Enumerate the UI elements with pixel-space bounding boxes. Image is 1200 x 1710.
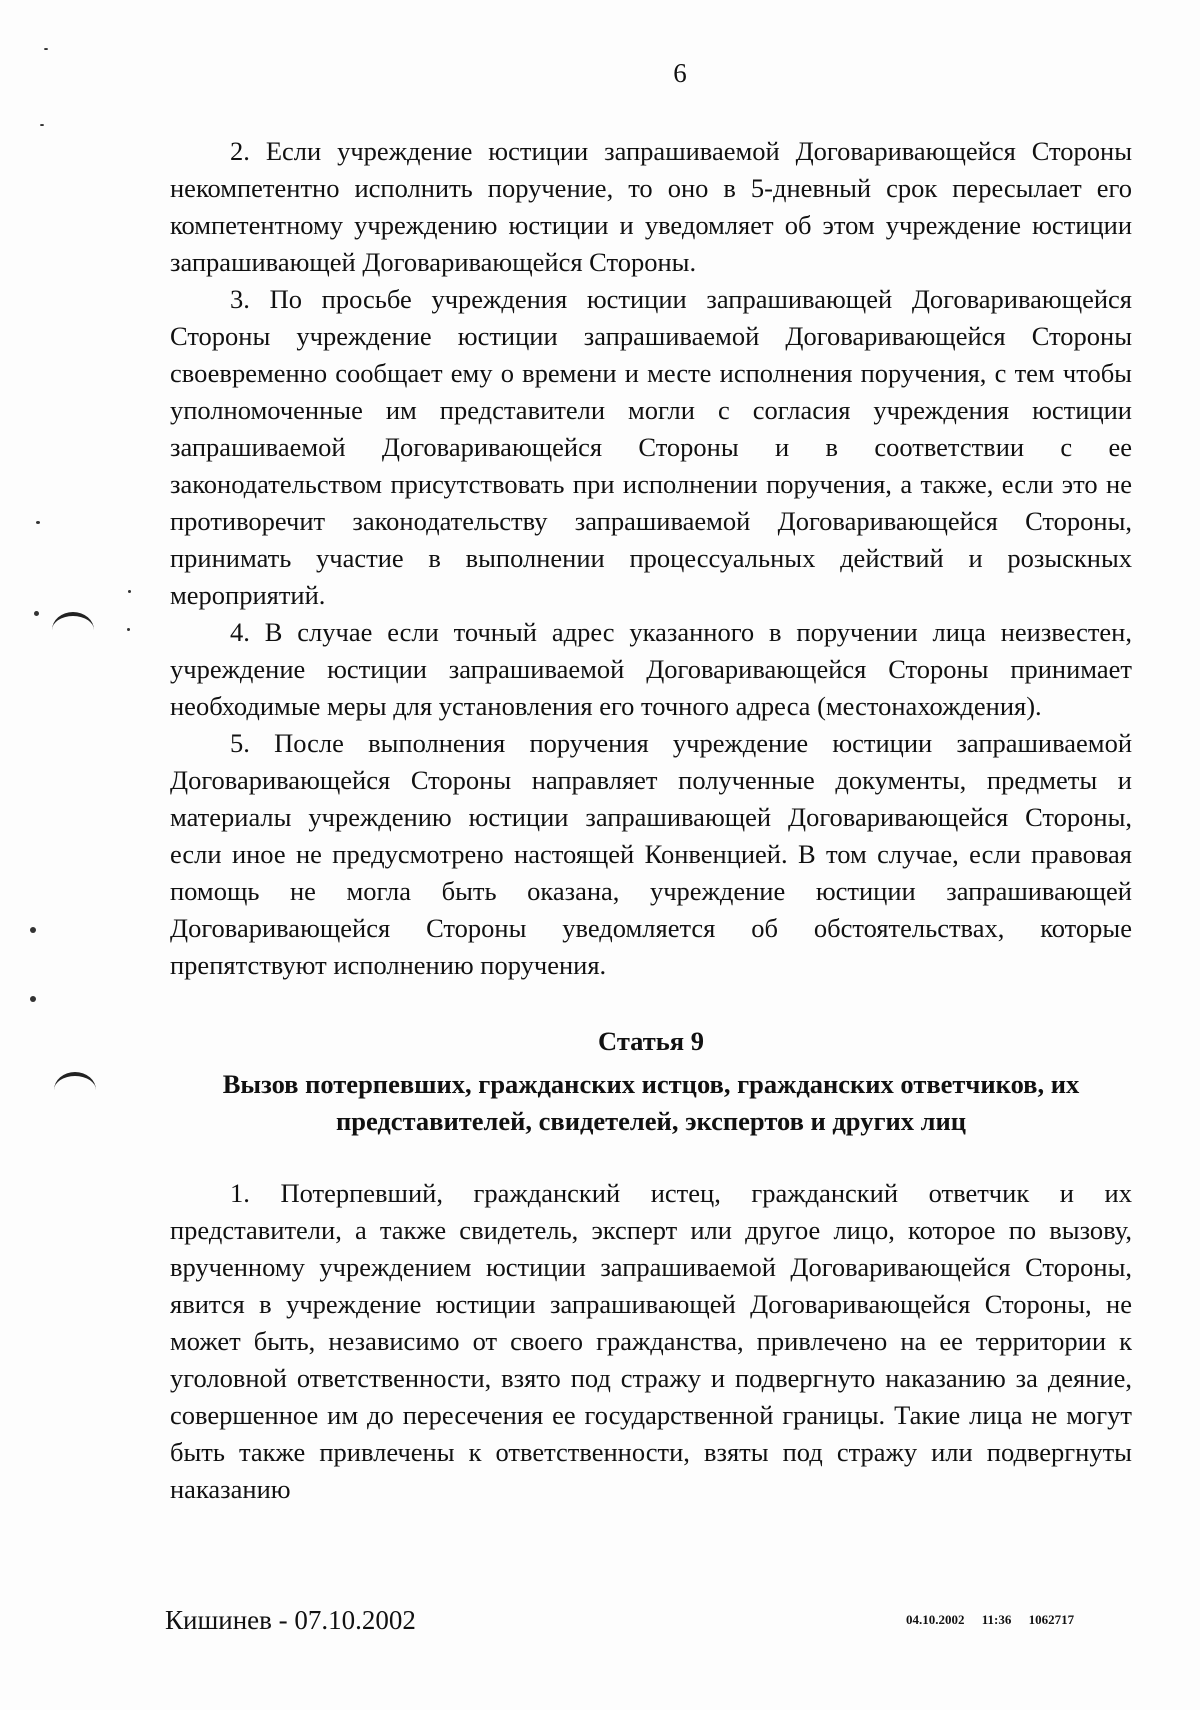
scan-speck xyxy=(30,927,36,933)
paragraph-5: 5. После выполнения поручения учреждение юстиции запрашиваемой Договаривающейся Стороны направляет полученные документы, предметы и материалы учреждению юстиции запрашивающей Договаривающейся Стороны, если иное не предусмотрено настоящей Конвенцией. В том случае, если правовая помощь не могла быть оказана, учреждение юстиции запрашивающей Договаривающейся Стороны уведомляется об обстоятельствах, которые препятствуют исполнению поручения. xyxy=(170,728,1132,980)
scan-speck xyxy=(44,48,48,50)
scan-speck xyxy=(128,590,131,593)
paragraph-3: 3. По просьбе учреждения юстиции запрашивающей Договаривающейся Стороны учреждение юстиции запрашиваемой Договаривающейся Стороны своевременно сообщает ему о времени и месте исполнения поручения, с тем чтобы уполномоченные им представители могли с согласия учреждения юстиции запрашиваемой Договаривающейся Стороны и в соответствии с ее законодательством присутствовать при исполнении поручения, а также, если это не противоречит законодательству запрашиваемой Договаривающейся Стороны, принимать участие в выполнении процессуальных действий и розыскных мероприятий. xyxy=(170,284,1132,610)
article-title-line-2: представителей, свидетелей, экспертов и других лиц xyxy=(335,1106,967,1136)
scan-speck xyxy=(30,996,36,1002)
hole-punch-mark xyxy=(54,1072,96,1090)
paragraph-2: 2. Если учреждение юстиции запрашиваемой Договаривающейся Стороны некомпетентно исполнить поручение, то оно в 5-дневный срок пересылает его компетентному учреждению юстиции и уведомляет об этом учреждение юстиции запрашивающей Договаривающейся Стороны. xyxy=(170,136,1132,277)
article-title-line-1: Вызов потерпевших, гражданских истцов, гражданских ответчиков, их xyxy=(222,1069,1080,1099)
scan-speck xyxy=(40,124,44,126)
page-number: 6 xyxy=(673,58,687,88)
footer-place-date: Кишинев - 07.10.2002 xyxy=(165,1605,416,1635)
hole-punch-mark xyxy=(52,612,94,630)
footer-fax-stamp: 04.10.2002 11:36 1062717 xyxy=(906,1612,1075,1627)
section-body-article xyxy=(170,1175,1132,1508)
article-number: Статья 9 xyxy=(598,1026,704,1056)
scan-speck xyxy=(36,521,40,524)
paragraph-4: 4. В случае если точный адрес указанного в поручении лица неизвестен, учреждение юстиции запрашиваемой Договаривающейся Стороны принимает необходимые меры для установления его точного адреса (местонахождения). xyxy=(170,617,1132,721)
section-body-top xyxy=(170,133,1132,984)
article-paragraph-1: 1. Потерпевший, гражданский истец, гражданский ответчик и их представители, а также свидетель, эксперт или другое лицо, которое по вызову, врученному учреждением юстиции запрашиваемой Договаривающейся Стороны, явится в учреждение юстиции запрашивающей Договаривающейся Стороны, не может быть, независимо от своего гражданства, привлечено на ее территории к уголовной ответственности, взято под стражу и подвергнуто наказанию за деяние, совершенное им до пересечения ее государственной границы. Такие лица не могут быть также привлечены к ответственности, взяты под стражу или подвергнуты наказанию xyxy=(170,1178,1132,1504)
scan-speck xyxy=(127,628,130,631)
article-title xyxy=(170,1066,1132,1140)
scan-speck xyxy=(34,611,39,616)
